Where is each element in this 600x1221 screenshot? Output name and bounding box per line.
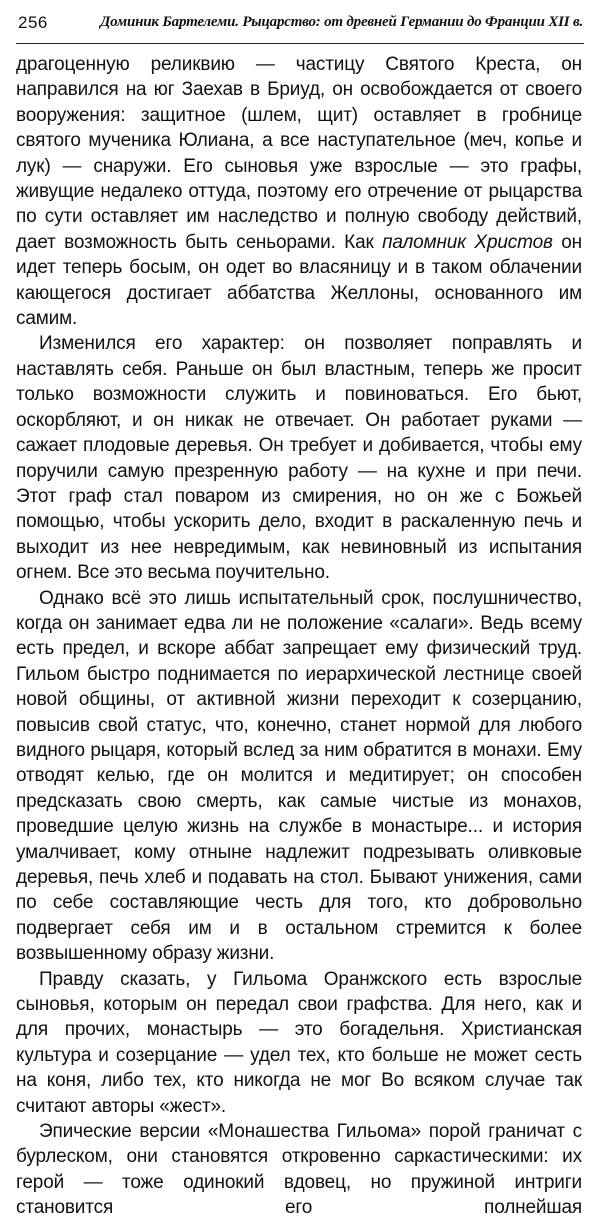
paragraph-1-start: драгоценную реликвию — частицу Святого Креста, он направился на юг Заехав в Бриуд, он освобождается от своего вооружения: защитное (шлем, щит) оставляет в гробнице святого мученика Юлиана, а все наступательное (меч, копье и лук) — снаружи. Его сыновья уже взрослые — это графы, живущие недалеко оттуда, поэтому его отречение от рыцарства по сути оставляет им наследство и полную свободу действий, дает возможность быть сеньорами. Как xyxy=(16,54,582,253)
paragraph-3: Однако всё это лишь испытательный срок, послушничество, когда он занимает едва ли не положение «салаги». Ведь всему есть предел, и вскоре аббат запрещает ему физический труд. Гильом быстро поднимается по иерархической лестнице своей новой общины, от активной жизни переходит к созерцанию, повысив свой статус, что, конечно, станет нормой для любого видного рыцаря, который вслед за ним обратится в монахи. Ему отводят келью, где он молится и медитирует; он способен предсказать свою смерть, как самые чистые из монахов, проведшие целую жизнь на службе в монастыре... и история умалчивает, кому отныне надлежит подрезывать оливковые деревья, печь хлеб и подавать на стол. Бывают унижения, сами по себе составляющие честь для того, кто добровольно подвергает себя им и в остальном стремится к более возвышенному образу жизни. xyxy=(16,587,582,965)
paragraph-1 xyxy=(16,52,582,331)
running-head: Доминик Бартелеми. Рыцарство: от древней Германии до Франции XII в. xyxy=(100,14,583,30)
paragraph-2: Изменился его характер: он позволяет поправлять и наставлять себя. Раньше он был властным, теперь же просит только возможности служить и повиноваться. Его бьют, оскорбляют, и он никак не отвечает. Он работает руками — сажает плодовые деревья. Он требует и добивается, чтобы ему поручили самую презренную работу — на кухне и при печи. Этот граф стал поваром из смирения, но он же с Божьей помощью, чтобы ускорить дело, входит в раскаленную печь и выходит из нее невредимым, как невиновный из испытания огнем. Все это весьма поучительно. xyxy=(16,333,582,584)
body-text xyxy=(16,52,582,1221)
paragraph-1-italic: паломник Христов xyxy=(382,231,553,253)
page-header xyxy=(16,0,584,44)
page-number: 256 xyxy=(18,13,48,32)
paragraph-4: Правду сказать, у Гильома Оранжского есть взрослые сыновья, которым он передал свои графства. Для него, как и для прочих, монастырь — это богадельня. Христианская культура и созерцание — удел тех, кто больше не может сесть на коня, либо тех, кто никогда не мог Во всяком случае так считают авторы «жест». xyxy=(16,968,582,1117)
paragraph-5: Эпические версии «Монашества Гильома» порой граничат с бурлеском, они становятся откровенно саркастическими: их герой — тоже одинокий вдовец, но пружиной интриги становится его полнейшая xyxy=(16,1121,582,1219)
book-page xyxy=(16,0,584,1219)
paragraph-1-end: он идет теперь босым, он одет во власяницу и в таком облачении кающегося достигает аббатства Желлоны, основанного им самим. xyxy=(16,231,582,330)
